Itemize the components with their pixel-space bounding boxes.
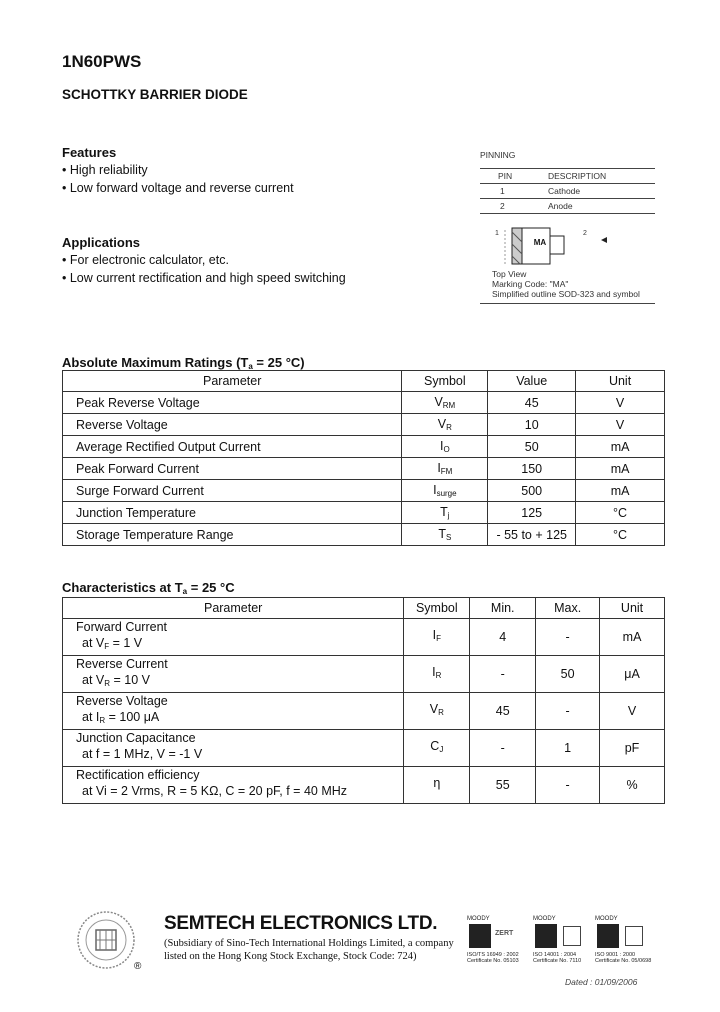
pinning-row-desc: Anode — [548, 201, 573, 211]
unit-cell: mA — [576, 480, 665, 502]
moody-logo — [469, 924, 491, 948]
unit-cell: mA — [576, 458, 665, 480]
symbol-cell: $T_S$ — [402, 524, 488, 546]
pinning-rule — [480, 303, 655, 304]
pinning-row-pin: 1 — [500, 186, 505, 196]
zert-label: ZERT — [495, 930, 514, 937]
unit-cell: V — [576, 392, 665, 414]
col-value: Value — [488, 371, 576, 392]
applications-heading: Applications — [62, 235, 141, 250]
moody-logo — [597, 924, 619, 948]
param-cell: Reverse Current at $V_R = 10$ V — [63, 656, 404, 693]
cert-badge: MOODY ISO 9001 : 2000 Certificate No. 05/0698 — [595, 916, 652, 964]
table-row — [63, 693, 665, 730]
pinning-col-desc: DESCRIPTION — [548, 171, 607, 181]
col-parameter: Parameter — [63, 598, 404, 619]
value-cell: 10 — [488, 414, 576, 436]
col-unit: Unit — [600, 598, 665, 619]
table-row — [63, 730, 665, 767]
package-marking: MA — [533, 238, 547, 247]
table-header — [63, 598, 665, 619]
table-row — [63, 414, 665, 436]
pin1-label: 1 — [495, 230, 499, 237]
page-title: SCHOTTKY BARRIER DIODE — [62, 87, 248, 102]
symbol-cell: $I_R$ — [404, 656, 470, 693]
abs-max-table — [62, 370, 665, 546]
pinning-row-pin: 2 — [500, 201, 505, 211]
param-cell: Surge Forward Current — [63, 480, 402, 502]
min-cell: 4 — [470, 619, 536, 656]
table-row — [63, 524, 665, 546]
param-cell: Peak Reverse Voltage — [63, 392, 402, 414]
table-row — [63, 502, 665, 524]
unit-cell: V — [576, 414, 665, 436]
param-cell: Average Rectified Output Current — [63, 436, 402, 458]
value-cell: 500 — [488, 480, 576, 502]
unit-cell: mA — [600, 619, 665, 656]
max-cell: - — [536, 619, 600, 656]
feature-item: • High reliability — [62, 163, 148, 177]
registered-mark: ® — [134, 961, 142, 972]
value-cell: 50 — [488, 436, 576, 458]
feature-item: • Low forward voltage and reverse current — [62, 181, 294, 195]
value-cell: 125 — [488, 502, 576, 524]
caption-line: Marking Code: "MA" — [492, 279, 569, 289]
unit-cell: pF — [600, 730, 665, 767]
pin2-label: 2 — [583, 230, 587, 237]
table-header — [63, 371, 665, 392]
pinning-table — [480, 150, 655, 214]
application-item: • Low current rectification and high speed switching — [62, 271, 346, 285]
characteristics-table — [62, 597, 665, 804]
symbol-cell: $V_{RM}$ — [402, 392, 488, 414]
max-cell: 1 — [536, 730, 600, 767]
symbol-cell: $C_J$ — [404, 730, 470, 767]
symbol-cell: $I_O$ — [402, 436, 488, 458]
pinning-col-pin: PIN — [498, 171, 513, 181]
col-symbol: Symbol — [404, 598, 470, 619]
symbol-cell: $I_{FM}$ — [402, 458, 488, 480]
table-row — [63, 480, 665, 502]
col-unit: Unit — [576, 371, 665, 392]
application-item: • For electronic calculator, etc. — [62, 253, 229, 267]
min-cell: 55 — [470, 767, 536, 804]
param-cell: Rectification efficiency at Vi = 2 Vrms, R = 5 KΩ, C = 20 pF, f = 40 MHz — [63, 767, 404, 804]
max-cell: 50 — [536, 656, 600, 693]
cert-badge: MOODY ISO 14001 : 2004 Certificate No. 7110 — [533, 916, 582, 964]
value-cell: - 55 to + 125 — [488, 524, 576, 546]
param-cell: Forward Current at $V_F = 1$ V — [63, 619, 404, 656]
min-cell: - — [470, 656, 536, 693]
table-row — [63, 392, 665, 414]
part-number: 1N60PWS — [62, 52, 142, 71]
symbol-cell: $V_R$ — [402, 414, 488, 436]
moody-logo — [535, 924, 557, 948]
table-row — [63, 436, 665, 458]
table-row — [63, 656, 665, 693]
caption-line: Top View — [492, 269, 527, 279]
unit-cell: °C — [576, 524, 665, 546]
symbol-cell: $V_R$ — [404, 693, 470, 730]
min-cell: - — [470, 730, 536, 767]
check-mark-icon — [563, 926, 581, 946]
symbol-cell: $I_{surge}$ — [402, 480, 488, 502]
unit-cell: % — [600, 767, 665, 804]
symbol-cell: η — [404, 767, 470, 804]
col-parameter: Parameter — [63, 371, 402, 392]
param-cell: Reverse Voltage at $I_R = 100$ μA — [63, 693, 404, 730]
min-cell: 45 — [470, 693, 536, 730]
value-cell: 150 — [488, 458, 576, 480]
dated-label: Dated : 01/09/2006 — [565, 977, 638, 987]
caption-line: Simplified outline SOD-323 and symbol — [492, 289, 640, 299]
cert-badge: MOODY ZERT ISO/TS 16949 : 2002 Certificate No. 05103 — [467, 916, 519, 964]
param-cell: Reverse Voltage — [63, 414, 402, 436]
certification-badges — [467, 916, 667, 972]
pinning-heading: PINNING — [480, 150, 516, 160]
symbol-cell: $I_F$ — [404, 619, 470, 656]
table-row — [63, 767, 665, 804]
col-min: Min. — [470, 598, 536, 619]
package-caption — [492, 269, 640, 299]
col-max: Max. — [536, 598, 600, 619]
max-cell: - — [536, 767, 600, 804]
max-cell: - — [536, 693, 600, 730]
unit-cell: V — [600, 693, 665, 730]
characteristics-heading: Characteristics at $T_a = 25$ °C — [62, 580, 235, 596]
param-cell: Junction Capacitance at f = 1 MHz, V = -1 V — [63, 730, 404, 767]
company-subtitle: (Subsidiary of Sino-Tech International Holdings Limited, a company listed on the Hong Kong Stock Exchange, Stock Code: 724) — [164, 938, 454, 962]
unit-cell: °C — [576, 502, 665, 524]
package-diagram — [484, 222, 624, 270]
value-cell: 45 — [488, 392, 576, 414]
company-seal-logo — [76, 908, 136, 972]
param-cell: Junction Temperature — [63, 502, 402, 524]
features-heading: Features — [62, 145, 117, 160]
pinning-row-desc: Cathode — [548, 186, 581, 196]
table-row — [63, 458, 665, 480]
symbol-cell: $T_j$ — [402, 502, 488, 524]
table-row — [63, 619, 665, 656]
param-cell: Storage Temperature Range — [63, 524, 402, 546]
param-cell: Peak Forward Current — [63, 458, 402, 480]
unit-cell: mA — [576, 436, 665, 458]
check-mark-icon — [625, 926, 643, 946]
abs-max-heading: Absolute Maximum Ratings ($T_a = 25$ °C) — [62, 355, 305, 371]
unit-cell: μA — [600, 656, 665, 693]
company-name: SEMTECH ELECTRONICS LTD. — [164, 913, 438, 934]
col-symbol: Symbol — [402, 371, 488, 392]
